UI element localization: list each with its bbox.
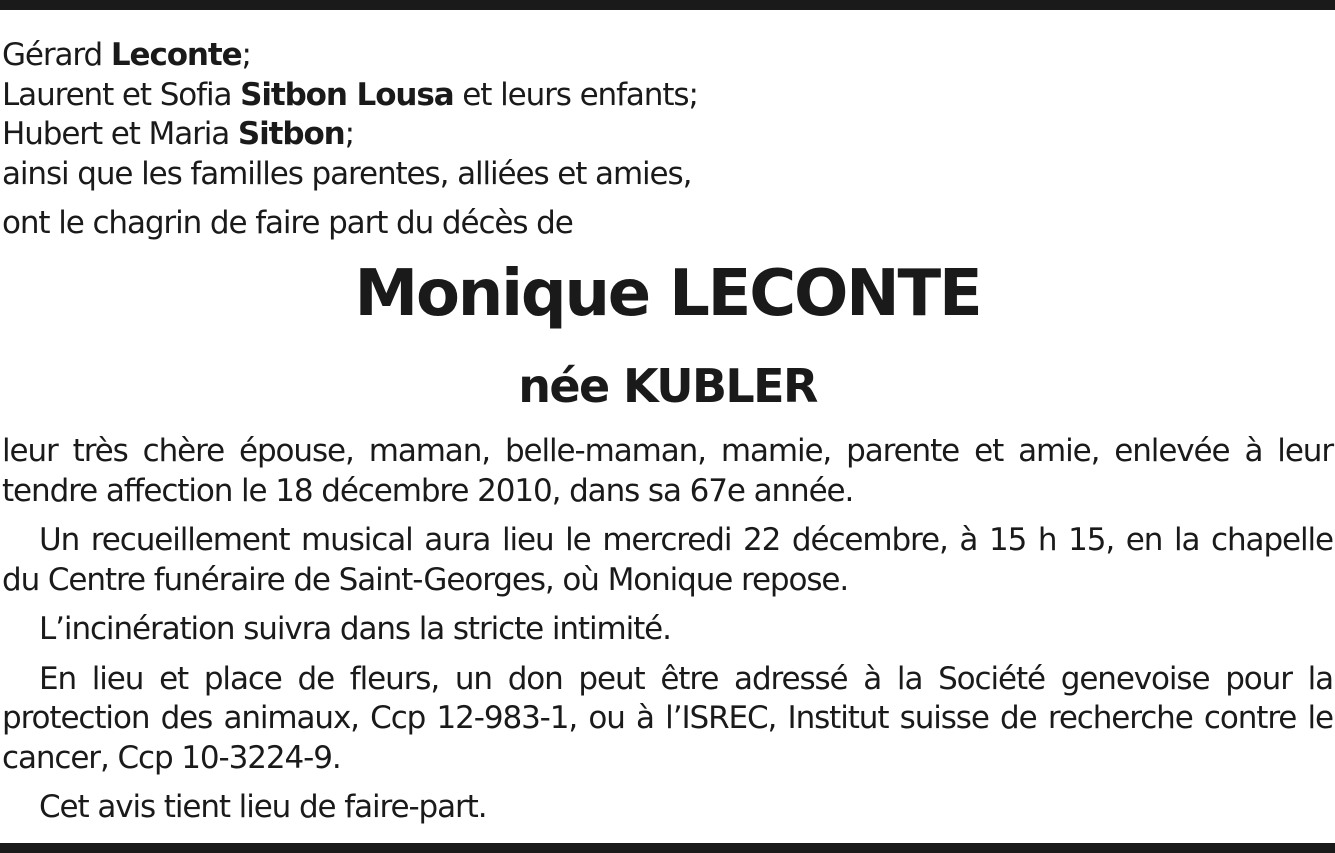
top-border-rule [0,0,1335,10]
maiden-name: née KUBLER [518,359,817,413]
family-line-text: Laurent et Sofia [2,76,241,113]
body-paragraph: L’incinération suivra dans la stricte intimité. [39,611,671,647]
body-paragraph: Un recueillement musical aura lieu le mercredi 22 décembre, à 15 h 15, en la chapelle du Centre funéraire de Saint-Georges, où Monique repose. [2,522,1333,598]
bottom-border-rule [0,843,1335,853]
announcement-intro: ont le chagrin de faire part du décès de [2,205,573,241]
body-paragraph: leur très chère épouse, maman, belle-maman, mamie, parente et amie, enlevée à leur tendre affection le 18 décembre 2010, dans sa 67e année. [2,433,1333,509]
family-line-text: Gérard [2,37,111,73]
family-line [2,115,1327,155]
family-line [2,36,1327,76]
family-surname: Leconte [110,37,242,73]
body-paragraph: En lieu et place de fleurs, un don peut être adressé à la Société genevoise pour la protection des animaux, Ccp 12-983-1, ou à l’ISREC, Institut suisse de recherche contre le cancer, Ccp 10-3224-9. [2,660,1333,776]
family-list [2,36,1327,194]
family-line [2,76,1327,116]
family-line-suffix: ; [241,37,251,73]
family-line [2,155,1327,195]
family-line-text: Hubert et Maria [2,116,238,152]
family-line-suffix: ; [344,116,354,152]
announcement-body [2,432,1333,838]
family-line-text: ainsi que les familles parentes, alliées et amies, [2,155,692,192]
family-surname: Sitbon Lousa [240,76,454,113]
family-surname: Sitbon [237,116,345,152]
deceased-name: Monique LECONTE [354,257,981,331]
body-paragraph: Cet avis tient lieu de faire-part. [39,789,487,825]
family-line-suffix: et leurs enfants; [453,76,698,113]
